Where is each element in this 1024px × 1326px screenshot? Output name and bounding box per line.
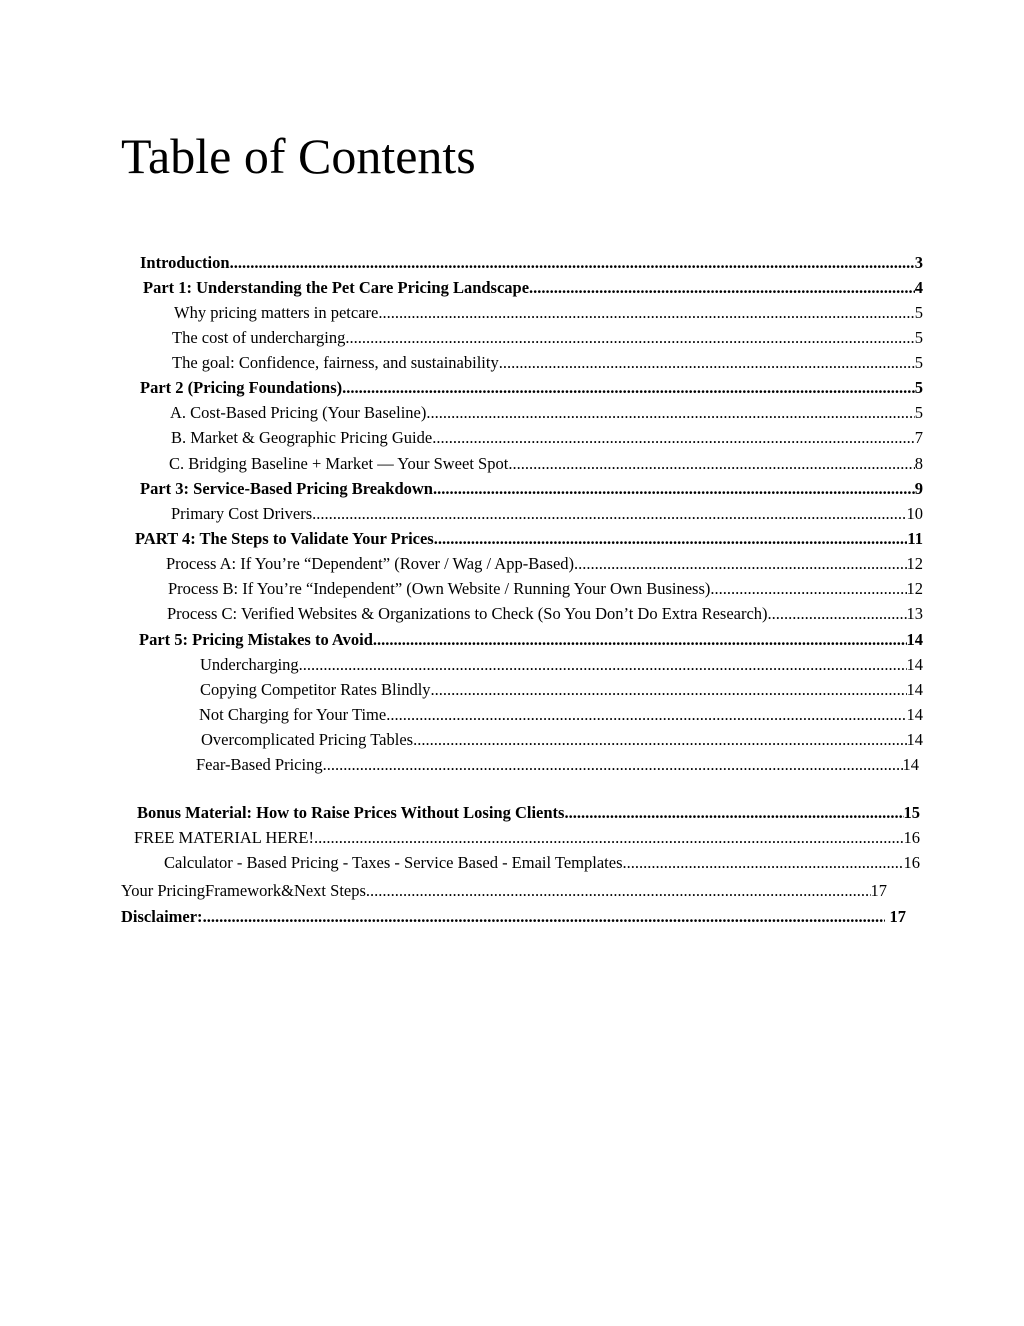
toc-entry-label: Your PricingFramework&Next Steps — [121, 881, 366, 900]
toc-entry-label: Primary Cost Drivers — [171, 504, 313, 523]
toc-entry-part-1[interactable] — [143, 277, 923, 299]
toc-entry-part-5[interactable] — [139, 629, 923, 651]
toc-entry-page: 5 — [914, 403, 923, 422]
toc-entry-page: 7 — [914, 428, 923, 447]
toc-entry-label: PART 4: The Steps to Validate Your Prices — [135, 529, 434, 548]
toc-entry-label: Part 3: Service-Based Pricing Breakdown — [140, 479, 433, 498]
toc-entry-label: The goal: Confidence, fairness, and sustainability — [172, 353, 499, 372]
toc-entry-label: Bonus Material: How to Raise Prices Without Losing Clients — [137, 803, 565, 822]
toc-entry-page: 16 — [903, 828, 920, 847]
dot-leader — [378, 302, 914, 324]
toc-entry-page: 14 — [906, 630, 923, 649]
toc-entry-undercharging[interactable] — [200, 654, 923, 676]
toc-entry-label: Calculator - Based Pricing - Taxes - Service Based - Email Templates — [164, 853, 623, 872]
dot-leader — [768, 603, 907, 625]
toc-entry-why-pricing-matters[interactable] — [174, 302, 923, 324]
page-title: Table of Contents — [121, 128, 476, 184]
toc-entry-page: 5 — [914, 303, 923, 322]
toc-entry-primary-cost-drivers[interactable] — [171, 503, 923, 525]
toc-entry-page: 14 — [902, 755, 919, 774]
toc-entry-label: Part 2 (Pricing Foundations) — [140, 378, 343, 397]
toc-entry-calculator-templates[interactable] — [164, 852, 920, 874]
toc-entry-label: Introduction — [140, 253, 230, 272]
toc-entry-page: 12 — [906, 579, 923, 598]
toc-entry-label: A. Cost-Based Pricing (Your Baseline) — [170, 403, 427, 422]
toc-entry-part-2[interactable] — [140, 377, 923, 399]
toc-entry-label: Undercharging — [200, 655, 299, 674]
toc-entry-page: 17 — [885, 907, 906, 926]
toc-entry-free-material[interactable] — [134, 827, 920, 849]
toc-entry-label: Part 1: Understanding the Pet Care Pricing Landscape — [143, 278, 530, 297]
toc-entry-introduction[interactable] — [140, 252, 923, 274]
toc-entry-process-b[interactable] — [168, 578, 923, 600]
toc-entry-label: Why pricing matters in petcare — [174, 303, 379, 322]
dot-leader — [564, 802, 903, 824]
toc-entry-page: 5 — [914, 378, 923, 397]
dot-leader — [373, 629, 907, 651]
dot-leader — [299, 654, 907, 676]
toc-entry-page: 5 — [914, 353, 923, 372]
toc-entry-process-a[interactable] — [166, 553, 923, 575]
toc-entry-label: C. Bridging Baseline + Market — Your Sweet Spot — [169, 454, 509, 473]
toc-entry-part-3[interactable] — [140, 478, 923, 500]
toc-entry-fear-based-pricing[interactable] — [196, 754, 919, 776]
toc-entry-page: 8 — [914, 454, 923, 473]
dot-leader — [499, 352, 915, 374]
toc-entry-the-goal[interactable] — [172, 352, 923, 374]
dot-leader — [342, 377, 915, 399]
toc-entry-label: Copying Competitor Rates Blindly — [200, 680, 431, 699]
toc-entry-bonus-material[interactable] — [137, 802, 920, 824]
toc-entry-page: 14 — [906, 705, 923, 724]
dot-leader — [366, 880, 871, 902]
toc-entry-bridging-baseline[interactable] — [169, 453, 923, 475]
toc-entry-process-c[interactable] — [167, 603, 923, 625]
dot-leader — [508, 453, 914, 475]
toc-entry-label: Disclaimer: — [121, 907, 203, 926]
toc-entry-page: 14 — [906, 655, 923, 674]
toc-entry-label: FREE MATERIAL HERE! — [134, 828, 314, 847]
dot-leader — [433, 478, 915, 500]
dot-leader — [314, 827, 904, 849]
toc-entry-page: 10 — [906, 504, 923, 523]
toc-entry-label: The cost of undercharging — [172, 328, 346, 347]
dot-leader — [413, 729, 906, 751]
toc-entry-label: Overcomplicated Pricing Tables — [201, 730, 414, 749]
toc-entry-cost-based-pricing[interactable] — [170, 402, 923, 424]
dot-leader — [432, 427, 915, 449]
toc-entry-part-4[interactable] — [135, 528, 923, 550]
dot-leader — [574, 553, 906, 575]
dot-leader — [203, 906, 886, 928]
dot-leader — [426, 402, 914, 424]
toc-entry-label: Part 5: Pricing Mistakes to Avoid — [139, 630, 373, 649]
toc-entry-label: Process C: Verified Websites & Organizations to Check (So You Don’t Do Extra Research) — [167, 604, 768, 623]
toc-entry-page: 5 — [914, 328, 923, 347]
dot-leader — [529, 277, 915, 299]
toc-entry-page: 16 — [903, 853, 920, 872]
toc-entry-disclaimer[interactable] — [121, 906, 906, 928]
dot-leader — [431, 679, 907, 701]
toc-entry-page: 12 — [906, 554, 923, 573]
dot-leader — [323, 754, 903, 776]
toc-entry-pricing-framework[interactable] — [121, 880, 887, 902]
toc-entry-label: Process A: If You’re “Dependent” (Rover / Wag / App-Based) — [166, 554, 575, 573]
dot-leader — [434, 528, 908, 550]
toc-entry-page: 11 — [907, 529, 923, 548]
toc-entry-market-geographic[interactable] — [171, 427, 923, 449]
toc-entry-cost-of-undercharging[interactable] — [172, 327, 923, 349]
dot-leader — [710, 578, 906, 600]
dot-leader — [312, 503, 906, 525]
toc-entry-label: Not Charging for Your Time — [199, 705, 387, 724]
toc-entry-page: 14 — [906, 730, 923, 749]
toc-entry-label: Process B: If You’re “Independent” (Own Website / Running Your Own Business) — [168, 579, 711, 598]
toc-entry-not-charging-time[interactable] — [199, 704, 923, 726]
toc-entry-page: 14 — [906, 680, 923, 699]
toc-entry-page: 17 — [870, 881, 887, 900]
dot-leader — [623, 852, 904, 874]
dot-leader — [386, 704, 906, 726]
toc-entry-overcomplicated-tables[interactable] — [201, 729, 923, 751]
toc-entry-copying-competitor[interactable] — [200, 679, 923, 701]
toc-entry-page: 13 — [906, 604, 923, 623]
toc-entry-page: 4 — [914, 278, 923, 297]
toc-entry-page: 15 — [903, 803, 920, 822]
toc-entry-page: 9 — [914, 479, 923, 498]
dot-leader — [345, 327, 914, 349]
toc-entry-label: Fear-Based Pricing — [196, 755, 323, 774]
dot-leader — [230, 252, 915, 274]
toc-entry-label: B. Market & Geographic Pricing Guide — [171, 428, 433, 447]
toc-entry-page: 3 — [914, 253, 923, 272]
